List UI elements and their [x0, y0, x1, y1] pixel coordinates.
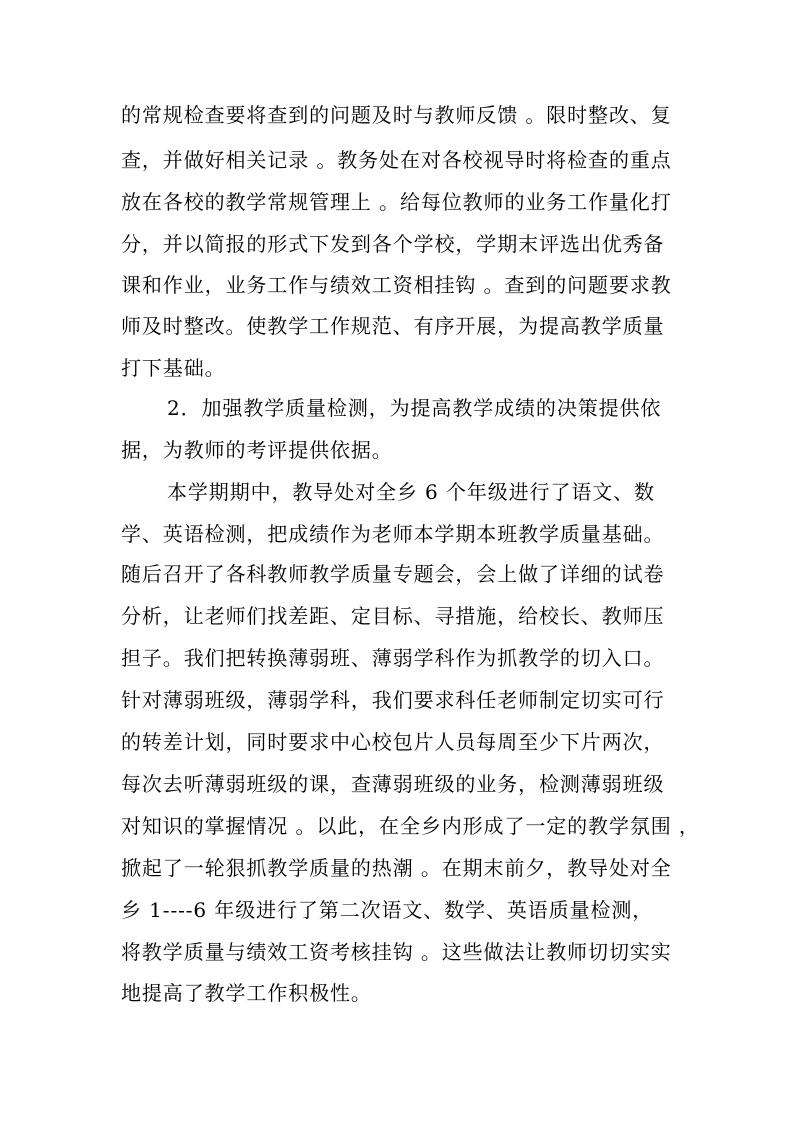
text-line: 掀起了一轮狠抓教学质量的热潮 。在期末前夕，教导处对全 — [121, 856, 672, 880]
text-line: 放在各校的教学常规管理上 。给每位教师的业务工作量化打 — [121, 190, 672, 214]
text-line: 课和作业，业务工作与绩效工资相挂钩 。查到的问题要求教 — [121, 273, 672, 297]
text-line: 分，并以简报的形式下发到各个学校，学期末评选出优秀备 — [121, 232, 665, 256]
text-line: 对知识的掌握情况 。以此，在全乡内形成了一定的教学氛围 ， — [121, 814, 700, 838]
text-line: 学、英语检测，把成绩作为老师本学期本班教学质量基础。 — [121, 522, 665, 546]
paragraph-start: 本学期期中，教导处对全乡 6 个年级进行了语文、数 — [167, 480, 655, 504]
text-line: 将教学质量与绩效工资考核挂钩 。这些做法让教师切切实实 — [121, 940, 672, 964]
text-line: 每次去听薄弱班级的课，查薄弱班级的业务，检测薄弱班级 — [121, 772, 665, 796]
section-heading: 2．加强教学质量检测，为提高教学成绩的决策提供依 — [167, 396, 662, 420]
text-line: 的转差计划，同时要求中心校包片人员每周至少下片两次， — [121, 730, 665, 754]
text-line: 师及时整改。使教学工作规范、有序开展，为提高教学质量 — [121, 314, 665, 338]
text-line: 打下基础。 — [121, 356, 226, 380]
text-line: 据，为教师的考评提供依据。 — [121, 438, 393, 462]
text-line: 查，并做好相关记录 。教务处在对各校视导时将检查的重点 — [121, 148, 672, 172]
text-line: 分析，让老师们找差距、定目标、寻措施，给校长、教师压 — [121, 604, 665, 628]
text-line: 的常规检查要将查到的问题及时与教师反馈 。限时整改、复 — [121, 103, 672, 127]
text-line: 随后召开了各科教师教学质量专题会，会上做了详细的试卷 — [121, 562, 665, 586]
text-line: 针对薄弱班级，薄弱学科，我们要求科任老师制定切实可行 — [121, 688, 665, 712]
text-line: 担子。我们把转换薄弱班、薄弱学科作为抓教学的切入口。 — [121, 646, 665, 670]
text-line: 地提高了教学工作积极性。 — [121, 981, 372, 1005]
text-line: 乡 1----6 年级进行了第二次语文、数学、英语质量检测， — [121, 898, 654, 922]
